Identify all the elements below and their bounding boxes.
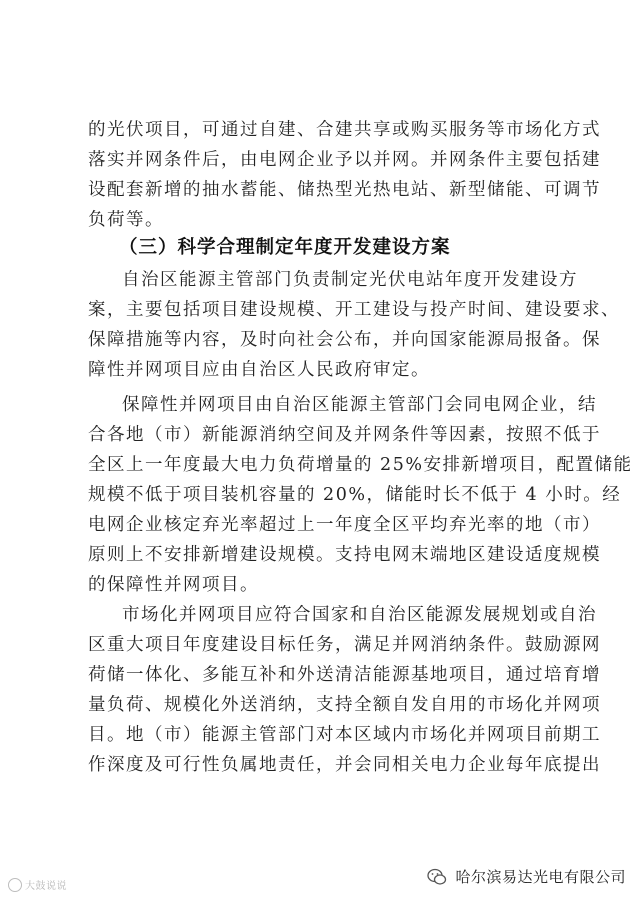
footer-watermark [8, 877, 67, 892]
section-heading: （三）科学合理制定年度开发建设方案 [119, 237, 451, 258]
text-line: 落实并网条件后，由电网企业予以并网。并网条件主要包括建 [88, 150, 601, 170]
text-line: 的光伏项目，可通过自建、合建共享或购买服务等市场化方式 [88, 120, 601, 140]
brand-name: 哈尔滨易达光电有限公司 [455, 868, 626, 886]
text-line: 保障措施等内容，及时向社会公布，并向国家能源局报备。保 [88, 330, 601, 350]
text-line: 的保障性并网项目。 [88, 575, 259, 595]
text-line: 原则上不安排新增建设规模。支持电网末端地区建设适度规模 [88, 545, 601, 565]
footer-brand [427, 866, 626, 887]
text-line: 保障性并网项目由自治区能源主管部门会同电网企业，结 [122, 395, 597, 415]
text-line: 案，主要包括项目建设规模、开工建设与投产时间、建设要求、 [88, 300, 620, 320]
text-line: 设配套新增的抽水蓄能、储热型光热电站、新型储能、可调节 [88, 180, 601, 200]
text-line: 量负荷、规模化外送消纳，支持全额自发自用的市场化并网项 [88, 695, 601, 715]
text-line: 规模不低于项目装机容量的 20%，储能时长不低于 4 小时。经 [88, 485, 622, 505]
wechat-icon [427, 868, 447, 886]
text-line: 作深度及可行性负属地责任，并会同相关电力企业每年底提出 [88, 755, 601, 775]
continuation-paragraph [88, 115, 601, 235]
text-line: 市场化并网项目应符合国家和自治区能源发展规划或自治 [122, 605, 597, 625]
paragraph-guaranteed-projects [88, 390, 633, 600]
text-line: 荷储一体化、多能互补和外送清洁能源基地项目，通过培育增 [88, 665, 601, 685]
paragraph-market-projects [88, 600, 601, 780]
watermark-logo-icon [8, 878, 22, 892]
watermark-text: 大鼓说说 [25, 881, 67, 892]
text-line: 目。地（市）能源主管部门对本区域内市场化并网项目前期工 [88, 725, 601, 745]
text-line: 电网企业核定弃光率超过上一年度全区平均弃光率的地（市） [88, 515, 601, 535]
text-line: 全区上一年度最大电力负荷增量的 25%安排新增项目，配置储能 [88, 455, 633, 475]
text-line: 合各地（市）新能源消纳空间及并网条件等因素，按照不低于 [88, 425, 601, 445]
text-line: 障性并网项目应由自治区人民政府审定。 [88, 360, 430, 380]
paragraph-annual-plan [88, 265, 620, 385]
text-line: 负荷等。 [88, 210, 164, 230]
text-line: 自治区能源主管部门负责制定光伏电站年度开发建设方 [122, 270, 578, 290]
text-line: 区重大项目年度建设目标任务，满足并网消纳条件。鼓励源网 [88, 635, 601, 655]
